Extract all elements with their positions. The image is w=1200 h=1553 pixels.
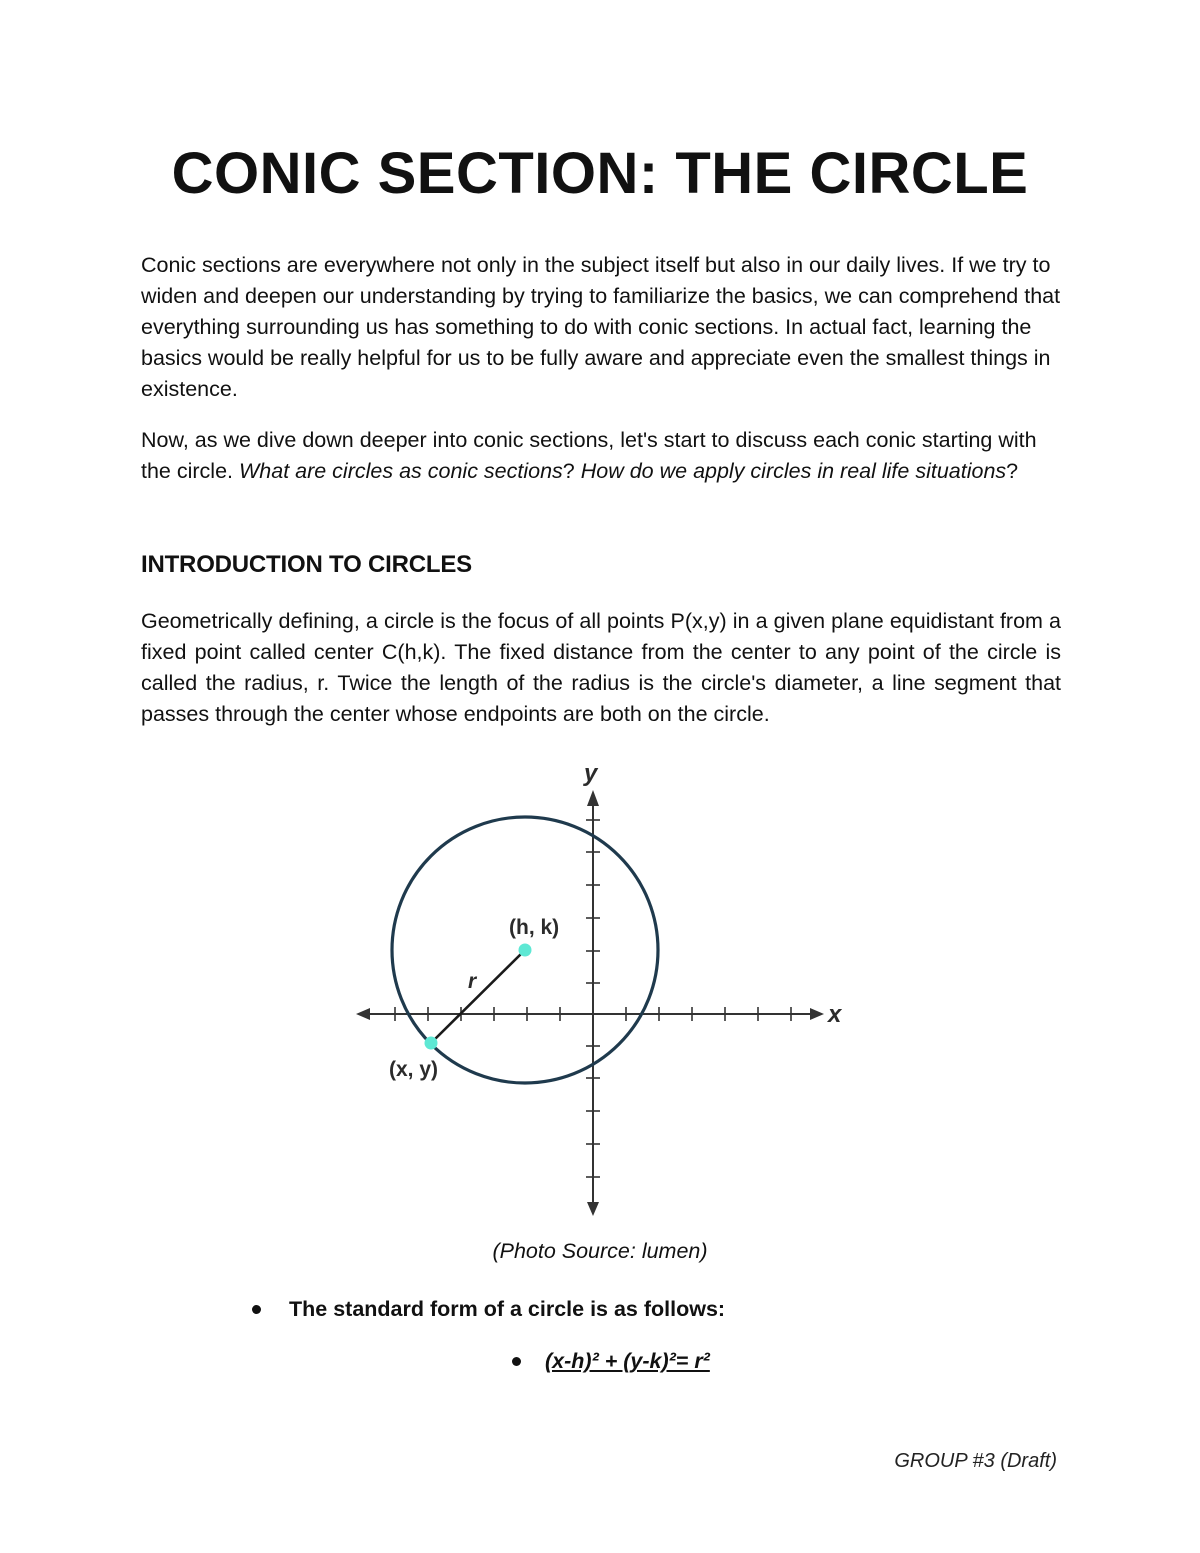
radius-line xyxy=(431,950,525,1043)
radius-label: r xyxy=(468,970,477,993)
point-label: (x, y) xyxy=(389,1058,439,1081)
question-two: How do we apply circles in real life situations xyxy=(580,459,1007,483)
footer-group-label: GROUP #3 (Draft) xyxy=(894,1450,1057,1472)
photo-caption: (Photo Source: lumen) xyxy=(492,1239,708,1263)
second-paragraph-text: Now, as we dive down deeper into conic sections, let's start to discuss each conic starting with the circle. xyxy=(141,428,1037,483)
x-axis-arrow-right xyxy=(810,1008,824,1020)
standard-form-text: The standard form of a circle is as follows: xyxy=(289,1297,726,1321)
intro-paragraph: Conic sections are everywhere not only in the subject itself but also in our daily lives. If we try to widen and deepen our understanding by trying to familiarize the basics, we can comprehend that everything surrounding us has something to do with conic sections. In actual fact, learning the basics would be really helpful for us to be fully aware and appreciate even the smallest things in existence. xyxy=(141,253,1061,401)
y-axis-arrow-bottom xyxy=(587,1202,599,1216)
definition-paragraph: Geometrically defining, a circle is the focus of all points P(x,y) in a given plane equidistant from a fixed point called center C(h,k). The fixed distance from the center to any point of the circle is called the radius, r. Twice the length of the radius is the circle's diameter, a line segment that passes through the center whose endpoints are both on the circle. xyxy=(141,609,1061,726)
x-axis-label: x xyxy=(828,1001,842,1028)
bullet-icon xyxy=(252,1305,261,1314)
section-heading: INTRODUCTION TO CIRCLES xyxy=(141,551,472,578)
center-point xyxy=(519,944,532,957)
standard-form-equation: (x-h)² + (y-k)²= r² xyxy=(545,1349,710,1373)
equation-bullet xyxy=(512,1349,710,1374)
bullet-icon xyxy=(512,1357,521,1366)
question-one: What are circles as conic sections xyxy=(238,459,563,483)
x-axis-arrow-left xyxy=(356,1008,370,1020)
second-paragraph xyxy=(141,425,1061,487)
question-mark-two: ? xyxy=(1006,459,1019,483)
y-axis-arrow-top xyxy=(587,790,599,806)
center-label: (h, k) xyxy=(509,916,560,939)
y-axis-label: y xyxy=(584,760,598,787)
standard-form-bullet xyxy=(252,1297,725,1322)
circle-diagram xyxy=(340,755,860,1225)
question-mark-one: ? xyxy=(562,459,581,483)
page-title: CONIC SECTION: THE CIRCLE xyxy=(171,141,1029,206)
circle-point xyxy=(425,1037,438,1050)
